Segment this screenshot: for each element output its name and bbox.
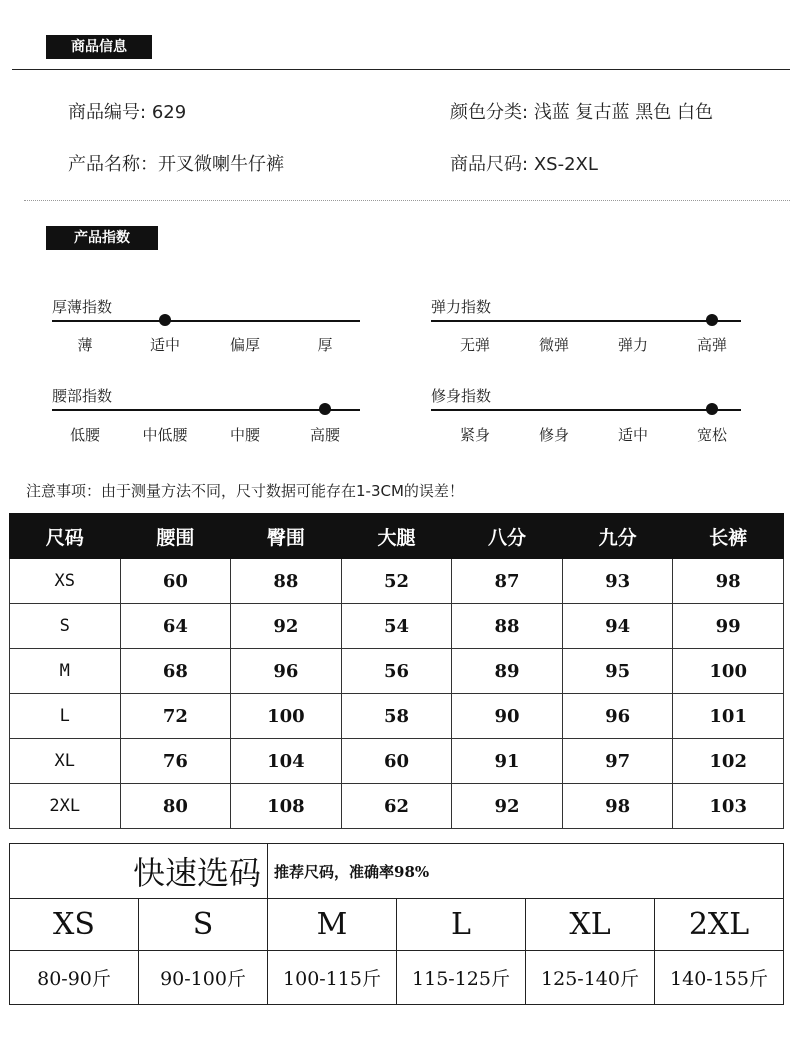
- quick-select-table: [9, 843, 784, 1005]
- measurement-cell: 108: [231, 784, 342, 829]
- measurement-cell: 93: [562, 559, 673, 604]
- index-marker-fit: [706, 403, 718, 415]
- measurement-cell: 96: [562, 694, 673, 739]
- index-option: 无弹: [459, 336, 490, 354]
- quick-size-cell: L: [397, 899, 526, 951]
- size-table-header: [10, 514, 784, 559]
- measurement-cell: 101: [673, 694, 784, 739]
- index-option: 弹力: [617, 336, 648, 354]
- measurement-cell: 102: [673, 739, 784, 784]
- measurement-cell: 95: [562, 649, 673, 694]
- product-color-label: 颜色分类:: [450, 102, 529, 123]
- product-colors: [450, 98, 713, 124]
- header-cell: 九分: [562, 514, 673, 559]
- header-cell: 臀围: [231, 514, 342, 559]
- measurement-cell: 68: [120, 649, 231, 694]
- index-option: 薄: [77, 336, 93, 354]
- measurement-cell: 92: [452, 784, 563, 829]
- measurement-cell: 72: [120, 694, 231, 739]
- product-code-label: 商品编号:: [68, 102, 147, 123]
- quick-size-cell: XL: [526, 899, 655, 951]
- measurement-cell: 89: [452, 649, 563, 694]
- size-row: [10, 739, 784, 784]
- index-title-elasticity: 弹力指数: [431, 298, 492, 316]
- measurement-cell: 76: [120, 739, 231, 784]
- header-cell: 尺码: [10, 514, 121, 559]
- measurement-cell: 88: [231, 559, 342, 604]
- quick-select-size-row: [10, 899, 784, 951]
- header-cell: 长裤: [673, 514, 784, 559]
- index-marker-elasticity: [706, 314, 718, 326]
- quick-weight-cell: 115-125斤: [397, 951, 526, 1005]
- size-table: [9, 513, 784, 829]
- measurement-cell: 99: [673, 604, 784, 649]
- index-option: 中低腰: [142, 426, 188, 444]
- dotted-divider: [24, 200, 790, 201]
- size-row: [10, 604, 784, 649]
- header-cell: 大腿: [341, 514, 452, 559]
- quick-select-note: 推荐尺码，准确率98%: [268, 844, 784, 899]
- quick-weight-cell: 100-115斤: [268, 951, 397, 1005]
- quick-size-cell: M: [268, 899, 397, 951]
- index-title-waist: 腰部指数: [52, 387, 113, 405]
- measurement-cell: 88: [452, 604, 563, 649]
- size-row: [10, 694, 784, 739]
- measurement-cell: 94: [562, 604, 673, 649]
- product-name-label: 产品名称：: [68, 154, 158, 175]
- header-divider: [12, 69, 790, 70]
- measurement-cell: 60: [341, 739, 452, 784]
- measurement-cell: 91: [452, 739, 563, 784]
- size-row: [10, 559, 784, 604]
- index-marker-waist: [319, 403, 331, 415]
- index-option: 适中: [617, 426, 648, 444]
- measurement-cell: 97: [562, 739, 673, 784]
- index-marker-thickness: [159, 314, 171, 326]
- index-option: 厚: [317, 336, 333, 354]
- quick-size-cell: XS: [10, 899, 139, 951]
- size-label-cell: L: [10, 694, 121, 739]
- product-size-label: 商品尺码:: [450, 154, 529, 175]
- index-option: 紧身: [459, 426, 490, 444]
- product-index-tag: 产品指数: [46, 226, 158, 250]
- measurement-cell: 100: [231, 694, 342, 739]
- index-option: 高腰: [309, 426, 340, 444]
- product-code-value: 629: [151, 102, 187, 123]
- size-label-cell: XS: [10, 559, 121, 604]
- measurement-cell: 64: [120, 604, 231, 649]
- product-info-tag: 商品信息: [46, 35, 152, 59]
- measurement-cell: 96: [231, 649, 342, 694]
- measurement-cell: 100: [673, 649, 784, 694]
- quick-weight-cell: 125-140斤: [526, 951, 655, 1005]
- quick-select-title: 快速选码: [10, 844, 268, 899]
- product-size-range: [450, 150, 598, 176]
- size-label-cell: 2XL: [10, 784, 121, 829]
- measurement-cell: 62: [341, 784, 452, 829]
- product-code: [68, 98, 186, 124]
- quick-weight-cell: 90-100斤: [139, 951, 268, 1005]
- index-title-fit: 修身指数: [431, 387, 492, 405]
- measurement-cell: 90: [452, 694, 563, 739]
- measurement-notice: 注意事项：由于测量方法不同，尺寸数据可能存在1-3CM的误差！: [26, 482, 464, 500]
- measurement-cell: 98: [673, 559, 784, 604]
- index-option: 适中: [149, 336, 180, 354]
- measurement-cell: 92: [231, 604, 342, 649]
- measurement-cell: 87: [452, 559, 563, 604]
- size-row: [10, 649, 784, 694]
- index-option: 修身: [538, 426, 569, 444]
- measurement-cell: 98: [562, 784, 673, 829]
- measurement-cell: 58: [341, 694, 452, 739]
- product-size-value: XS-2XL: [533, 154, 598, 175]
- product-color-value: 浅蓝 复古蓝 黑色 白色: [533, 102, 713, 123]
- index-option: 高弹: [696, 336, 727, 354]
- index-track-fit: [431, 409, 741, 411]
- header-cell: 八分: [452, 514, 563, 559]
- index-option: 偏厚: [229, 336, 260, 354]
- index-option: 宽松: [696, 426, 727, 444]
- index-track-elasticity: [431, 320, 741, 322]
- size-label-cell: S: [10, 604, 121, 649]
- size-row: [10, 784, 784, 829]
- quick-weight-cell: 140-155斤: [655, 951, 784, 1005]
- quick-select-weight-row: [10, 951, 784, 1005]
- measurement-cell: 56: [341, 649, 452, 694]
- product-name: [68, 150, 284, 176]
- index-option: 微弹: [538, 336, 569, 354]
- index-option: 低腰: [69, 426, 100, 444]
- index-track-thickness: [52, 320, 360, 322]
- index-option: 中腰: [229, 426, 260, 444]
- quick-select-header-row: [10, 844, 784, 899]
- index-track-waist: [52, 409, 360, 411]
- measurement-cell: 103: [673, 784, 784, 829]
- index-title-thickness: 厚薄指数: [52, 298, 113, 316]
- quick-size-cell: S: [139, 899, 268, 951]
- measurement-cell: 80: [120, 784, 231, 829]
- measurement-cell: 104: [231, 739, 342, 784]
- size-table-body: [10, 559, 784, 829]
- quick-size-cell: 2XL: [655, 899, 784, 951]
- size-label-cell: M: [10, 649, 121, 694]
- measurement-cell: 54: [341, 604, 452, 649]
- measurement-cell: 60: [120, 559, 231, 604]
- header-cell: 腰围: [120, 514, 231, 559]
- product-name-value: 开叉微喇牛仔裤: [158, 154, 284, 175]
- measurement-cell: 52: [341, 559, 452, 604]
- size-label-cell: XL: [10, 739, 121, 784]
- quick-weight-cell: 80-90斤: [10, 951, 139, 1005]
